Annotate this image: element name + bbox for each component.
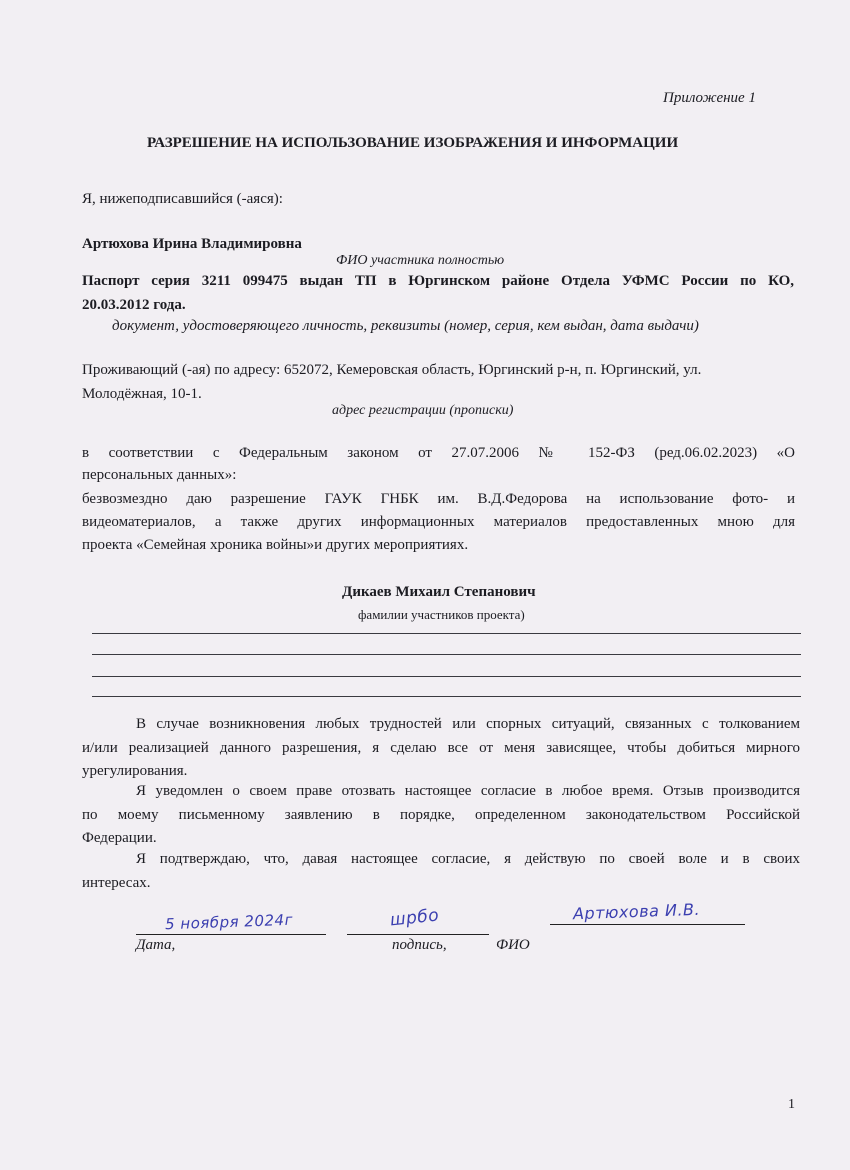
blank-line-3 — [92, 676, 801, 677]
terms-p2-line-1: Я уведомлен о своем праве отозвать настоящее согласие в любое время. Отзыв производится — [136, 783, 800, 799]
blank-line-4 — [92, 696, 801, 697]
handwritten-fio: Артюхова И.В. — [572, 899, 701, 924]
handwritten-signature: шрбо — [389, 905, 441, 931]
page-number: 1 — [788, 1097, 795, 1112]
passport-caption: документ, удостоверяющего личность, реквизиты (номер, серия, кем выдан, дата выдачи) — [112, 318, 699, 334]
signature-label: подпись, — [392, 937, 447, 953]
document-title: РАЗРЕШЕНИЕ НА ИСПОЛЬЗОВАНИЕ ИЗОБРАЖЕНИЯ И ИНФОРМАЦИИ — [147, 135, 679, 151]
fio-label: ФИО — [496, 937, 530, 953]
terms-p1-line-2: и/или реализацией данного разрешения, я сделаю все от меня зависящее, чтобы добиться мирного — [82, 740, 800, 756]
terms-p1-line-1: В случае возникновения любых трудностей или спорных ситуаций, связанных с толкованием — [136, 716, 800, 732]
address-line-1: Проживающий (-ая) по адресу: 652072, Кемеровская область, Юргинский р-н, п. Юргинский, ул. — [82, 362, 702, 378]
fio-signature-line — [550, 924, 745, 925]
project-participant-name: Дикаев Михаил Степанович — [342, 584, 536, 600]
address-caption: адрес регистрации (прописки) — [332, 403, 514, 418]
project-participant-caption: фамилии участников проекта) — [358, 607, 525, 622]
terms-p3-line-2: интересах. — [82, 875, 151, 891]
terms-p2-line-3: Федерации. — [82, 830, 157, 846]
signature-line — [347, 934, 489, 935]
consent-line-2: персональных данных»: — [82, 467, 237, 483]
consent-line-4: видеоматериалов, а также других информационных материалов предоставленных мною для — [82, 514, 795, 530]
consent-line-5: проекта «Семейная хроника войны»и других мероприятиях. — [82, 537, 469, 553]
consent-line-3: безвозмездно даю разрешение ГАУК ГНБК им. В.Д.Федорова на использование фото- и — [82, 491, 795, 507]
date-label: Дата, — [136, 937, 176, 953]
date-signature-line — [136, 934, 326, 935]
passport-line-1: Паспорт серия 3211 099475 выдан ТП в Юргинском районе Отдела УФМС России по КО, — [82, 273, 794, 289]
participant-name-caption: ФИО участника полностью — [336, 253, 505, 268]
passport-line-2: 20.03.2012 года. — [82, 297, 186, 313]
intro-text: Я, нижеподписавшийся (-аяся): — [82, 191, 283, 207]
blank-line-1 — [92, 633, 801, 634]
consent-line-1: в соответствии с Федеральным законом от 27.07.2006 № 152-ФЗ (ред.06.02.2023) «О — [82, 445, 795, 461]
terms-p2-line-2: по моему письменному заявлению в порядке, определенном законодательством Российской — [82, 807, 800, 823]
handwritten-date: 5 ноября 2024г — [164, 910, 294, 934]
terms-p3-line-1: Я подтверждаю, что, давая настоящее согласие, я действую по своей воле и в своих — [136, 851, 800, 867]
appendix-label: Приложение 1 — [663, 90, 756, 106]
address-line-2: Молодёжная, 10-1. — [82, 386, 202, 402]
blank-line-2 — [92, 654, 801, 655]
participant-full-name: Артюхова Ирина Владимировна — [82, 236, 302, 252]
terms-p1-line-3: урегулирования. — [82, 763, 188, 779]
